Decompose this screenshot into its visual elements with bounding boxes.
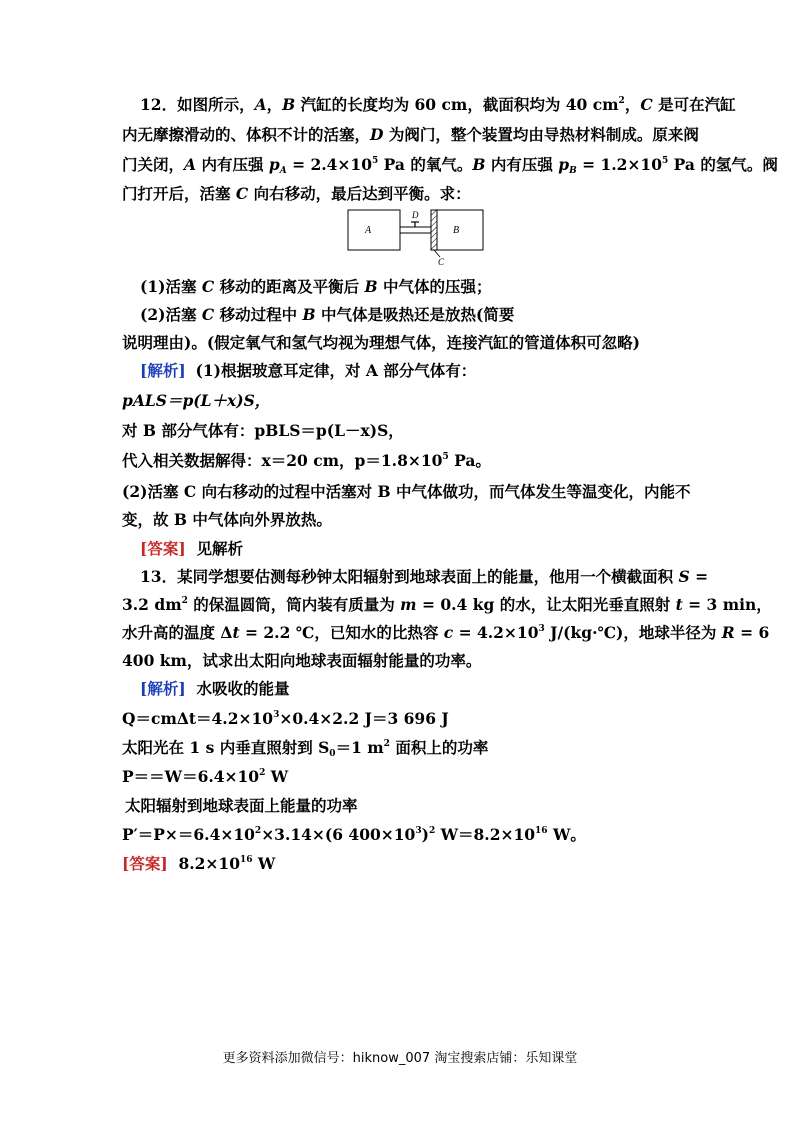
sol12-line-2: pALS＝p(L＋x)S， — [122, 391, 271, 410]
piston-c-leader — [434, 250, 440, 257]
q13-line-1: 13．某同学想要估测每秒钟太阳辐射到地球表面上的能量，他用一个横截面积 S = — [140, 567, 709, 586]
sol12-line-1: [解析] (1)根据玻意耳定律，对 A 部分气体有： — [140, 361, 477, 380]
sol13-line-5: 太阳辐射到地球表面上能量的功率 — [125, 796, 358, 815]
q12-sub-1: (1)活塞 C 移动的距离及平衡后 B 中气体的压强； — [140, 277, 492, 296]
q12-line-2: 内无摩擦滑动的、体积不计的活塞，D 为阀门，整个装置均由导热材料制成。原来阀 — [122, 125, 699, 144]
sol12-line-4: 代入相关数据解得：x＝20 cm，$p=1.8\times 10^5$ Pa。 — [122, 451, 491, 470]
piston-c — [431, 210, 437, 250]
footer-note: 更多资料添加微信号：hiknow_007 淘宝搜索店铺：乐知课堂 — [222, 1051, 578, 1066]
q12-sub-2-cont: 说明理由)。(假定氧气和氢气均视为理想气体，连接汽缸的管道体积可忽略) — [122, 333, 641, 352]
q13-line-3: 水升高的温度 Δt = 2.2 ℃，已知水的比热容 $c = 4.2\times 10^3$ J/(kg·℃)，地球半径为 R = 6 — [122, 623, 770, 642]
analysis-tag: [解析] — [140, 361, 186, 380]
q12-sub-2: (2)活塞 C 移动过程中 B 中气体是吸热还是放热(简要 — [140, 305, 515, 324]
sol12-line-3: 对 B 部分气体有：pBLS＝p(L－x)S， — [122, 421, 404, 440]
q13-line-2: 3.2 $dm^2$ 的保温圆筒，筒内装有质量为 m = 0.4 kg 的水，让太阳光垂直照射 t = 3 min， — [122, 595, 772, 614]
label-a: A — [365, 225, 372, 236]
label-c: C — [438, 257, 445, 267]
q13-line-4: 400 km，试求出太阳向地球表面辐射能量的功率。 — [122, 651, 482, 670]
q12-line-1: 12．如图所示，A，B 汽缸的长度均为 60 cm，截面积均为 40 $cm^2$，C 是可在汽缸 — [140, 95, 736, 114]
sol13-line-4: $P==W=6.4\times 10^2$ W — [122, 767, 289, 786]
q12-line-4: 门打开后，活塞 C 向右移动，最后达到平衡。求： — [122, 184, 471, 203]
sol13-line-1: [解析] 水吸收的能量 — [140, 679, 290, 698]
cylinder-a — [348, 210, 400, 250]
sol13-answer: [答案] $8.2\times 10^{16}$ W — [122, 854, 276, 873]
q12-line-3: 门关闭，A 内有压强 $p_A = 2.4\times 10^5$ Pa 的氧气。B 内有压强 $p_B = 1.2\times 10^5$ Pa 的氢气。阀 — [122, 155, 778, 176]
cylinder-diagram — [345, 205, 490, 267]
answer-tag: [答案] — [140, 539, 186, 558]
analysis-tag: [解析] — [140, 679, 186, 698]
sol12-line-6: 变，故 B 中气体向外界放热。 — [122, 510, 332, 529]
sol13-line-3: 太阳光在 1 s 内垂直照射到 $S_0=1$ $m^2$ 面积上的功率 — [122, 738, 489, 759]
answer-tag: [答案] — [122, 854, 168, 873]
sol13-line-6: $P'=P\times=6.4\times 10^2\times 3.14\times(6$ $400\times 10^3)^2$ $W=8.2\times 10^{16}$ W。 — [122, 825, 586, 844]
sol12-line-5: (2)活塞 C 向右移动的过程中活塞对 B 中气体做功，而气体发生等温变化，内能不 — [122, 482, 691, 501]
label-d: D — [412, 210, 419, 220]
sol13-line-2: $Q=cm\Delta t=4.2\times 10^3\times 0.4\times 2.2$ J＝3 696 J — [122, 709, 449, 728]
label-b: B — [453, 225, 460, 236]
sol12-answer: [答案] 见解析 — [140, 539, 243, 558]
